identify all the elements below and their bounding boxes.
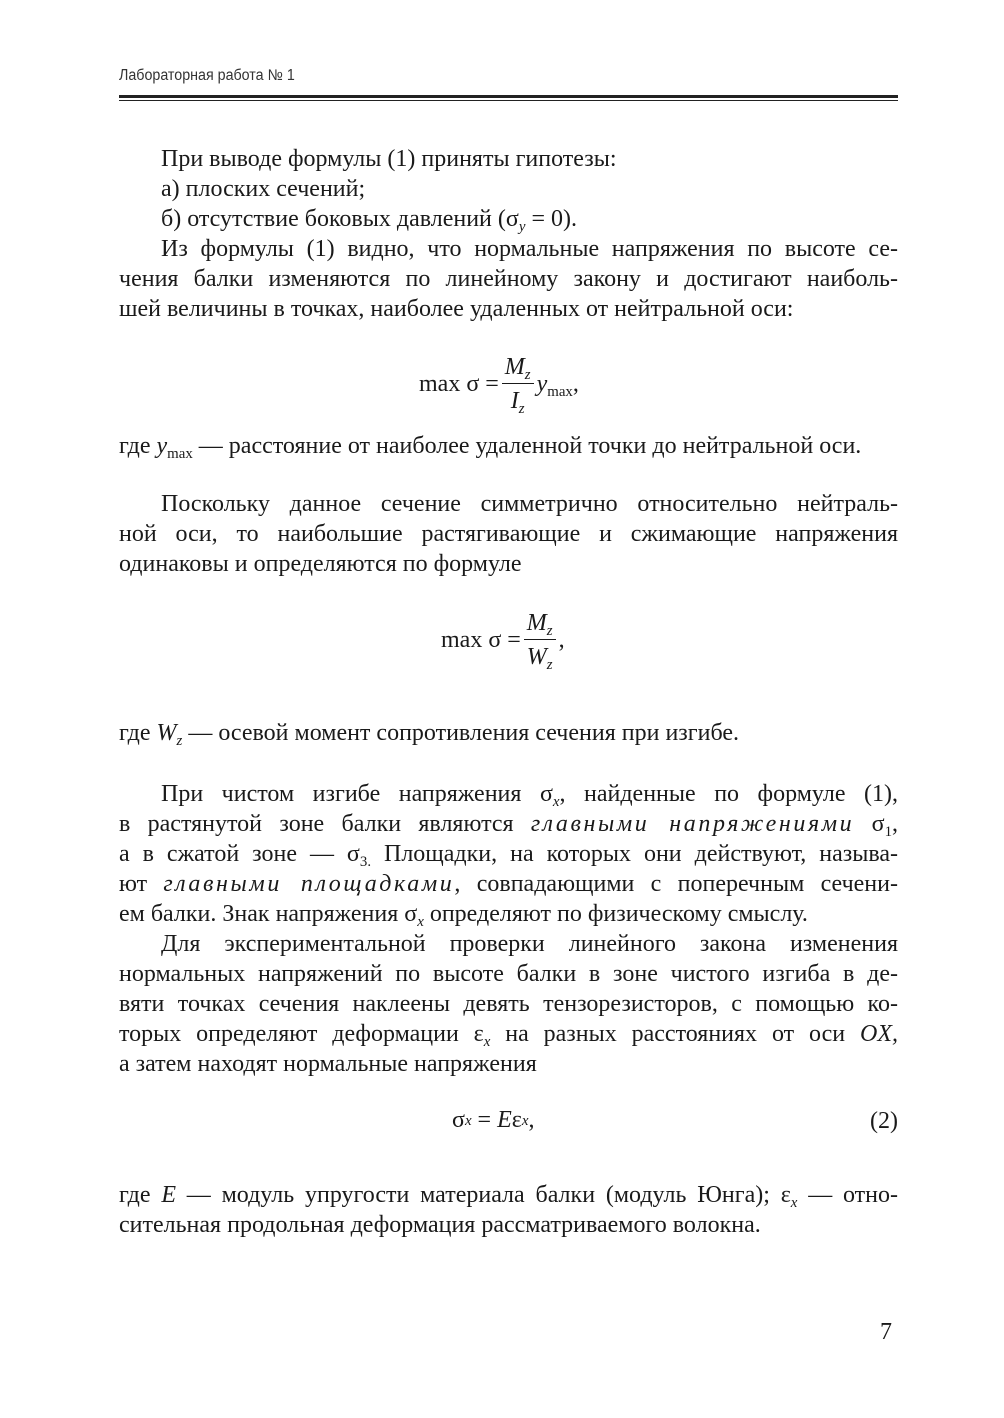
text-line: а в сжатой зоне — $\sigma_{3.}$ Площадки, на которых они действуют, называ-	[119, 841, 898, 871]
running-header: Лабораторная работа № 1	[119, 67, 295, 84]
text-line: торых определяют деформации $\varepsilon_x$ на разных расстояниях от оси OX,	[119, 1021, 898, 1051]
text-line: Из формулы (1) видно, что нормальные напряжения по высоте се-	[161, 236, 898, 262]
text-line: вяти точках сечения наклеены девять тензорезисторов, с помощью ко-	[119, 991, 898, 1017]
text-line: шей величины в точках, наиболее удаленных от нейтральной оси:	[119, 296, 794, 322]
text-line: При выводе формулы (1) приняты гипотезы:	[161, 146, 617, 172]
text-line: Поскольку данное сечение симметрично относительно нейтраль-	[161, 491, 898, 517]
text-line: а затем находят нормальные напряжения	[119, 1051, 537, 1077]
text-line: в растянутой зоне балки являются главными напряжениями $\sigma_1$,	[119, 811, 898, 841]
text-line: где $y_{max}$ — расстояние от наиболее удаленной точки до нейтральной оси.	[119, 433, 862, 463]
text-line: При чистом изгибе напряжения $\sigma_x$, найденные по формуле (1),	[161, 781, 898, 811]
text-line: где $W_z$ — осевой момент сопротивления сечения при изгибе.	[119, 720, 739, 750]
formula-max-sigma-2: max σ = $\frac{M_z}{W_z}$ ,	[441, 610, 565, 674]
text-line: ной оси, то наибольшие растягивающие и сжимающие напряжения	[119, 521, 898, 547]
text-line: сительная продольная деформация рассматриваемого волокна.	[119, 1212, 761, 1238]
formula-sigma-x: σ x = E ε x ,	[452, 1107, 535, 1133]
text-line: ем балки. Знак напряжения $\sigma_x$ определяют по физическому смыслу.	[119, 901, 808, 931]
formula-max-sigma-1: max σ = $\frac{M_z}{I_z}$ $y_{max}$ ,	[419, 354, 579, 418]
header-rule-thick	[119, 95, 898, 98]
text-line: чения балки изменяются по линейному закону и достигают наиболь-	[119, 266, 898, 292]
text-line: нормальных напряжений по высоте балки в зоне чистого изгиба в де-	[119, 961, 898, 987]
header-rule-thin	[119, 100, 898, 101]
page-number: 7	[880, 1319, 892, 1345]
equation-number: (2)	[870, 1108, 898, 1134]
text-line: Для экспериментальной проверки линейного закона изменения	[161, 931, 898, 957]
text-line: где E — модуль упругости материала балки (модуль Юнга); $\varepsilon_x$ — отно-	[119, 1182, 899, 1212]
text-line: одинаковы и определяются по формуле	[119, 551, 522, 577]
text-line: б) отсутствие боковых давлений $(\sigma_y = 0)$.	[161, 206, 577, 236]
text-line: а) плоских сечений;	[161, 176, 366, 202]
text-line: ют главными площадками, совпадающими с поперечным сечени-	[119, 871, 898, 897]
